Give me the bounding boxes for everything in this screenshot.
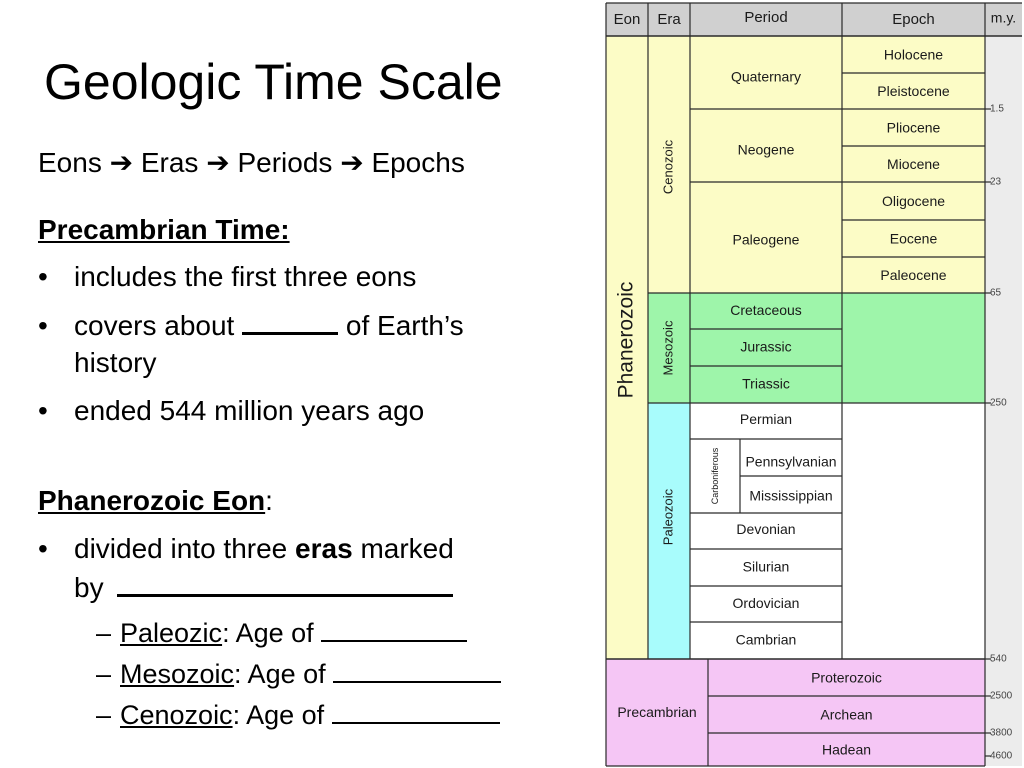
divided-prefix: divided into three xyxy=(74,533,288,564)
period-cretaceous: Cretaceous xyxy=(730,302,802,318)
eon-phanerozoic: Phanerozoic xyxy=(614,281,638,399)
sub-item-era: Cenozoic xyxy=(120,700,233,730)
period-silurian: Silurian xyxy=(742,558,790,575)
period-devonian: Devonian xyxy=(736,521,796,537)
period-jurassic: Jurassic xyxy=(740,338,792,355)
epoch-miocene: Miocene xyxy=(887,156,940,172)
my-tick-label: 2500 xyxy=(990,690,1013,702)
period-quaternary: Quaternary xyxy=(730,68,802,85)
eon-proterozoic: Proterozoic xyxy=(811,669,882,686)
arrow-right-icon: ➔ xyxy=(340,147,364,178)
my-tick-label: 65 xyxy=(990,287,1002,299)
dash-icon: – xyxy=(96,700,112,730)
epoch-pliocene: Pliocene xyxy=(886,119,941,136)
hierarchy-epochs: Epochs xyxy=(371,147,465,178)
bullet-icon: • xyxy=(38,533,48,564)
paleozoic-period-cells-background xyxy=(690,403,985,659)
period-carboniferous: Carboniferous xyxy=(710,447,720,505)
bullet-icon: • xyxy=(38,310,48,341)
phanerozoic-heading-text: Phanerozoic Eon xyxy=(38,485,266,516)
covers-suffix: of Earth’s xyxy=(345,310,464,341)
hierarchy-eons: Eons xyxy=(38,147,102,178)
my-tick-label: 23 xyxy=(990,176,1002,188)
eon-archean: Archean xyxy=(820,706,873,723)
header-eon: Eon xyxy=(613,11,641,28)
epoch-pleistocene: Pleistocene xyxy=(877,83,950,99)
eon-precambrian: Precambrian xyxy=(617,704,697,720)
divided-by: by xyxy=(74,572,104,603)
period-paleogene: Paleogene xyxy=(732,231,800,248)
my-tick-label: 1.5 xyxy=(990,103,1004,115)
arrow-right-icon: ➔ xyxy=(109,147,134,178)
header-my: m.y. xyxy=(990,9,1017,26)
bullet-text: ended 544 million years ago xyxy=(74,395,425,426)
precambrian-heading: Precambrian Time: xyxy=(38,214,290,245)
my-tick-label: 250 xyxy=(990,397,1007,409)
epoch-holocene: Holocene xyxy=(883,46,944,63)
header-period: Period xyxy=(744,9,788,26)
my-tick-label: 3800 xyxy=(990,727,1013,739)
period-permian: Permian xyxy=(739,411,793,427)
epoch-paleocene: Paleocene xyxy=(880,267,947,283)
sub-item-era: Paleozic xyxy=(120,618,223,648)
bullet-text: includes the first three eons xyxy=(74,261,417,292)
period-cambrian: Cambrian xyxy=(735,631,797,648)
my-tick-label: 4600 xyxy=(990,750,1013,762)
divided-bold: eras xyxy=(295,533,353,564)
header-epoch: Epoch xyxy=(892,11,935,28)
sub-item-era: Mesozoic xyxy=(120,659,235,689)
sub-item-text: : Age of xyxy=(222,618,314,648)
arrow-right-icon: ➔ xyxy=(206,147,230,178)
period-pennsylvanian: Pennsylvanian xyxy=(745,453,837,470)
divided-suffix: marked xyxy=(360,533,454,564)
header-era: Era xyxy=(657,11,681,28)
period-ordovician: Ordovician xyxy=(732,595,800,611)
eon-hadean: Hadean xyxy=(821,741,872,758)
dash-icon: – xyxy=(96,659,112,689)
epoch-oligocene: Oligocene xyxy=(881,193,946,209)
table-backgrounds xyxy=(606,3,1022,766)
era-cenozoic: Cenozoic xyxy=(660,139,676,195)
sub-item-text: : Age of xyxy=(232,700,325,730)
period-triassic: Triassic xyxy=(742,375,790,392)
covers-prefix: covers about xyxy=(74,310,235,341)
slide-title: Geologic Time Scale xyxy=(44,54,503,110)
period-mississippian: Mississippian xyxy=(749,487,833,504)
bullet-icon: • xyxy=(38,261,48,292)
sub-item-text: : Age of xyxy=(234,659,326,689)
bullet-icon: • xyxy=(38,395,48,426)
mesozoic-era-background xyxy=(648,293,985,403)
covers-line2: history xyxy=(74,347,157,378)
epoch-eocene: Eocene xyxy=(889,230,938,247)
hierarchy-eras: Eras xyxy=(140,147,199,178)
era-mesozoic: Mesozoic xyxy=(660,320,676,376)
phanerozoic-heading-colon: : xyxy=(265,485,273,516)
period-neogene: Neogene xyxy=(737,141,795,158)
dash-icon: – xyxy=(96,618,112,648)
my-tick-label: 540 xyxy=(990,653,1007,665)
hierarchy-periods: Periods xyxy=(237,147,333,178)
era-paleozoic: Paleozoic xyxy=(660,488,676,546)
